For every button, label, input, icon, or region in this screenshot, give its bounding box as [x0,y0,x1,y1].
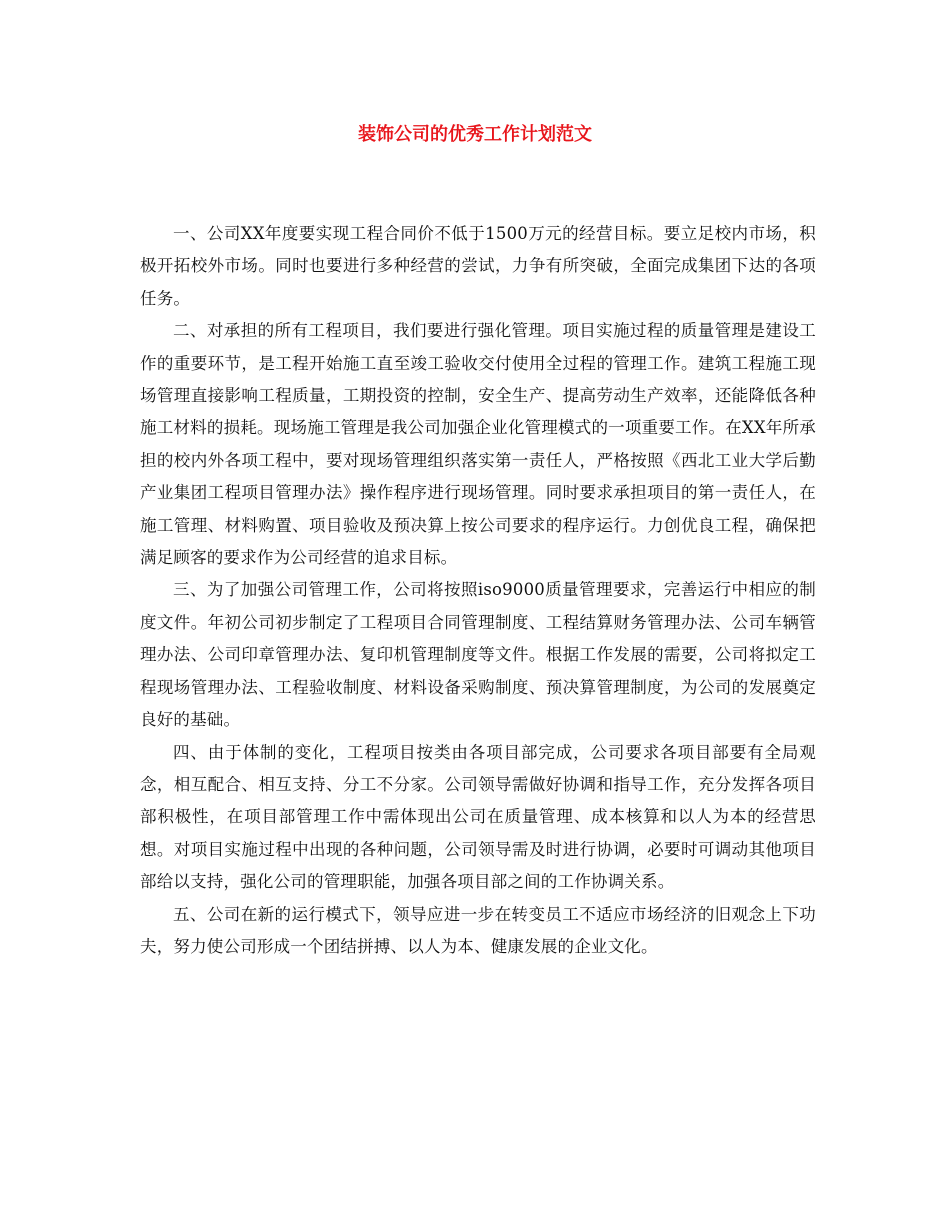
paragraph-5: 五、公司在新的运行模式下，领导应进一步在转变员工不适应市场经济的旧观念上下功夫，努力使公司形成一个团结拼搏、以人为本、健康发展的企业文化。 [140,904,816,956]
paragraph-3: 三、为了加强公司管理工作，公司将按照iso9000质量管理要求，完善运行中相应的制度文件。年初公司初步制定了工程项目合同管理制度、工程结算财务管理办法、公司车辆管理办法、公司印章管理办法、复印机管理制度等文件。根据工作发展的需要，公司将拟定工程现场管理办法、工程验收制度、材料设备采购制度、预决算管理制度，为公司的发展奠定良好的基础。 [140,580,816,730]
document-body [140,218,816,963]
paragraph-1: 一、公司XX年度要实现工程合同价不低于1500万元的经营目标。要立足校内市场，积极开拓校外市场。同时也要进行多种经营的尝试，力争有所突破，全面完成集团下达的各项任务。 [140,224,816,308]
paragraph-2: 二、对承担的所有工程项目，我们要进行强化管理。项目实施过程的质量管理是建设工作的重要环节，是工程开始施工直至竣工验收交付使用全过程的管理工作。建筑工程施工现场管理直接影响工程质量，工期投资的控制，安全生产、提高劳动生产效率，还能降低各种施工材料的损耗。现场施工管理是我公司加强企业化管理模式的一项重要工作。在XX年所承担的校内外各项工程中，要对现场管理组织落实第一责任人，严格按照《西北工业大学后勤产业集团工程项目管理办法》操作程序进行现场管理。同时要求承担项目的第一责任人，在施工管理、材料购置、项目验收及预决算上按公司要求的程序运行。力创优良工程，确保把满足顾客的要求作为公司经营的追求目标。 [140,321,816,568]
paragraph-4: 四、由于体制的变化，工程项目按类由各项目部完成，公司要求各项目部要有全局观念，相互配合、相互支持、分工不分家。公司领导需做好协调和指导工作，充分发挥各项目部积极性，在项目部管理工作中需体现出公司在质量管理、成本核算和以人为本的经营思想。对项目实施过程中出现的各种问题，公司领导需及时进行协调，必要时可调动其他项目部给以支持，强化公司的管理职能，加强各项目部之间的工作协调关系。 [140,742,816,892]
document-title: 装饰公司的优秀工作计划范文 [358,124,592,145]
